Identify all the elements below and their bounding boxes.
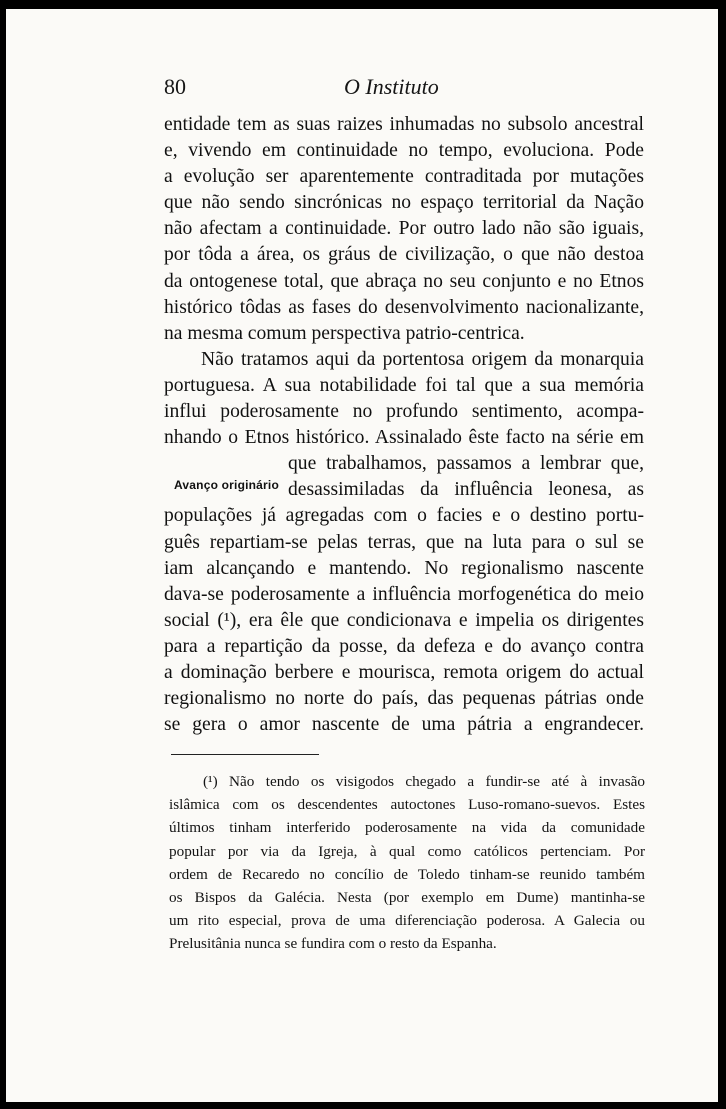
footnote-line: islâmica com os descendentes autoctones Luso-romano-suevos. Estes [169, 796, 645, 814]
main-text [164, 112, 644, 738]
text-line: na mesma comum perspectiva patrio-centrica. [164, 322, 525, 344]
text-line: dava-se poderosamente a influência morfogenética do meio [164, 583, 644, 605]
footnote-line: Prelusitânia nunca se fundira com o resto da Espanha. [169, 935, 497, 953]
text-line: que trabalhamos, passamos a lembrar que, [288, 453, 644, 475]
footnote-line: ordem de Recaredo no concílio de Toledo tinham-se reunido também [169, 865, 645, 883]
text-line: populações já agregadas com o facies e o destino portu- [164, 505, 644, 527]
text-line: regionalismo no norte do país, das pequenas pátrias onde [164, 688, 644, 710]
text-line: Não tratamos aqui da portentosa origem da monarquia [201, 348, 644, 370]
text-line: para a repartição da posse, da defeza e do avanço contra [164, 635, 644, 657]
footnote-line: popular por via da Igreja, à qual como católicos pertenciam. Por [169, 842, 645, 860]
text-line: se gera o amor nascente de uma pátria a engrandecer. [164, 714, 644, 736]
footnote-line: últimos tinham interferido poderosamente na vida da comunidade [169, 819, 645, 837]
footnote [169, 770, 645, 956]
text-line: influi poderosamente no profundo sentimento, acompa- [164, 401, 644, 423]
text-line: a evolução ser aparentemente contraditada por mutações [164, 166, 644, 188]
text-line: por tôda a área, os gráus de civilização, o que não destoa [164, 244, 644, 266]
footnote-rule [171, 754, 319, 755]
book-page [6, 9, 718, 1102]
text-line: desassimiladas da influência leonesa, as [288, 479, 644, 501]
footnote-line: (¹) Não tendo os visigodos chegado a fundir-se até à invasão [203, 773, 645, 790]
text-line: iam alcançando e mantendo. No regionalismo nascente [164, 557, 644, 579]
text-line: portuguesa. A sua notabilidade foi tal que a sua memória [164, 374, 644, 396]
text-line: guês repartiam-se pelas terras, que na luta para o sul se [164, 531, 644, 553]
text-line: nhando o Etnos histórico. Assinalado êste facto na série em [164, 427, 644, 449]
footnote-line: um rito especial, prova de uma diferenciação poderosa. A Galecia ou [169, 912, 645, 930]
page-number: 80 [164, 74, 186, 99]
text-line: a dominação berbere e mourisca, remota origem do actual [164, 661, 644, 683]
running-title: O Instituto [344, 74, 439, 99]
page-header [164, 74, 644, 104]
text-line: que não sendo sincrónicas no espaço territorial da Nação [164, 192, 644, 214]
text-line: e, vivendo em continuidade no tempo, evoluciona. Pode [164, 140, 644, 162]
text-line: da ontogenese total, que abraça no seu conjunto e no Etnos [164, 270, 644, 292]
text-line: social (¹), era êle que condicionava e impelia os dirigentes [164, 609, 644, 631]
text-line: não afectam a continuidade. Por outro lado não são iguais, [164, 218, 644, 240]
text-line: histórico tôdas as fases do desenvolvimento nacionalizante, [164, 296, 644, 318]
footnote-line: os Bispos da Galécia. Nesta (por exemplo em Dume) mantinha-se [169, 888, 645, 906]
margin-note: Avanço originário [174, 478, 279, 492]
text-line: entidade tem as suas raizes inhumadas no subsolo ancestral [164, 114, 644, 135]
